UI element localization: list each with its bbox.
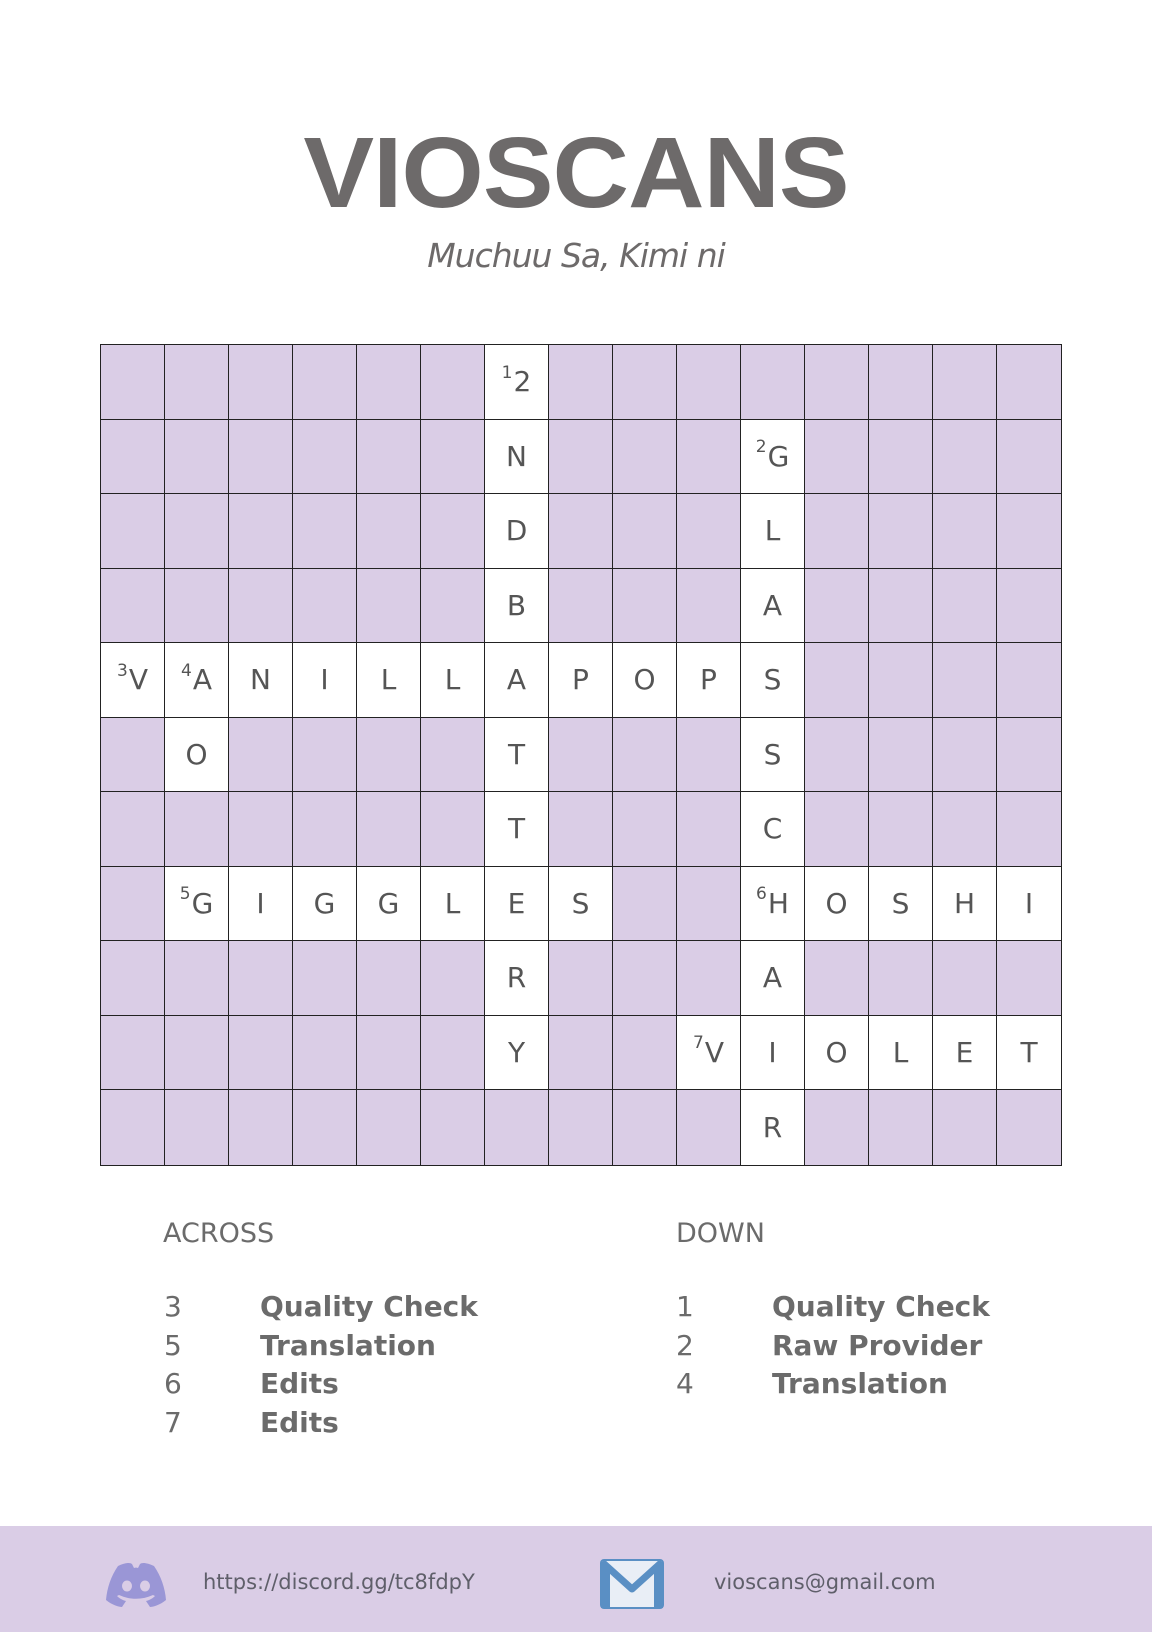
letter-cell	[741, 643, 805, 718]
clue-number: 5	[164, 1328, 182, 1362]
cell-letter: O	[825, 886, 848, 920]
cell-letter: S	[571, 886, 590, 920]
blocked-cell	[421, 569, 485, 644]
blocked-cell	[421, 1090, 485, 1165]
letter-cell	[485, 867, 549, 942]
blocked-cell	[165, 1016, 229, 1091]
cell-letter: P	[700, 663, 717, 697]
letter-cell	[677, 1016, 741, 1091]
blocked-cell	[805, 494, 869, 569]
blocked-cell	[805, 420, 869, 495]
blocked-cell	[229, 494, 293, 569]
blocked-cell	[293, 941, 357, 1016]
blocked-cell	[933, 1090, 997, 1165]
blocked-cell	[357, 1090, 421, 1165]
blocked-cell	[933, 792, 997, 867]
cell-letter: L	[380, 663, 397, 697]
blocked-cell	[997, 792, 1061, 867]
clue-number: 2	[676, 1328, 694, 1362]
cell-letter: T	[507, 812, 526, 846]
blocked-cell	[869, 941, 933, 1016]
cell-letter: B	[506, 588, 527, 622]
cell-letter: L	[764, 514, 781, 548]
letter-cell	[485, 643, 549, 718]
letter-cell	[741, 1016, 805, 1091]
blocked-cell	[549, 345, 613, 420]
clue-text: Quality Check	[772, 1290, 990, 1323]
blocked-cell	[677, 1090, 741, 1165]
letter-cell	[229, 643, 293, 718]
letter-cell	[485, 718, 549, 793]
letter-cell	[165, 643, 229, 718]
clue-number: 3	[164, 1290, 182, 1323]
blocked-cell	[805, 1090, 869, 1165]
discord-icon[interactable]	[104, 1562, 168, 1613]
letter-cell	[933, 867, 997, 942]
cell-letter: T	[507, 737, 526, 771]
blocked-cell	[997, 643, 1061, 718]
page-subtitle: Muchuu Sa, Kimi ni	[427, 236, 725, 275]
cell-letter: G	[313, 886, 336, 920]
clue-number: 7	[164, 1405, 182, 1439]
blocked-cell	[293, 569, 357, 644]
letter-cell	[741, 867, 805, 942]
blocked-cell	[805, 345, 869, 420]
blocked-cell	[805, 569, 869, 644]
clue-number-marker: 4	[181, 660, 192, 681]
cell-letter: T	[1020, 1035, 1038, 1069]
blocked-cell	[357, 718, 421, 793]
blocked-cell	[293, 420, 357, 495]
cell-letter: V	[704, 1035, 724, 1069]
letter-cell	[421, 643, 485, 718]
letter-cell	[485, 1016, 549, 1091]
clue-number-marker: 3	[117, 660, 128, 681]
blocked-cell	[229, 941, 293, 1016]
letter-cell	[741, 494, 805, 569]
blocked-cell	[421, 1016, 485, 1091]
cell-letter: R	[506, 961, 527, 995]
blocked-cell	[613, 1090, 677, 1165]
blocked-cell	[101, 1090, 165, 1165]
letter-cell	[741, 1090, 805, 1165]
blocked-cell	[933, 718, 997, 793]
cell-letter: H	[953, 886, 976, 920]
blocked-cell	[549, 792, 613, 867]
blocked-cell	[997, 494, 1061, 569]
clue-text: Quality Check	[260, 1290, 478, 1323]
blocked-cell	[805, 941, 869, 1016]
blocked-cell	[805, 718, 869, 793]
clue-number: 6	[164, 1367, 182, 1400]
letter-cell	[741, 569, 805, 644]
letter-cell	[357, 867, 421, 942]
down-heading: DOWN	[676, 1218, 765, 1249]
cell-letter: V	[128, 663, 148, 697]
cell-letter: H	[767, 886, 789, 920]
blocked-cell	[805, 792, 869, 867]
blocked-cell	[357, 420, 421, 495]
blocked-cell	[293, 494, 357, 569]
cell-letter: N	[250, 663, 271, 697]
blocked-cell	[933, 420, 997, 495]
page-title: VIOSCANS	[303, 117, 849, 229]
blocked-cell	[101, 718, 165, 793]
clue-number-marker: 5	[179, 884, 191, 905]
letter-cell	[485, 494, 549, 569]
blocked-cell	[869, 494, 933, 569]
blocked-cell	[229, 1016, 293, 1091]
clue-text: Edits	[260, 1367, 339, 1400]
blocked-cell	[229, 1090, 293, 1165]
letter-cell	[485, 345, 549, 420]
blocked-cell	[741, 345, 805, 420]
discord-link[interactable]: https://discord.gg/tc8fdpY	[203, 1570, 475, 1594]
letter-cell	[869, 1016, 933, 1091]
letter-cell	[933, 1016, 997, 1091]
blocked-cell	[101, 792, 165, 867]
blocked-cell	[229, 420, 293, 495]
cell-letter: A	[506, 663, 527, 697]
clue-text: Translation	[260, 1328, 436, 1362]
blocked-cell	[293, 792, 357, 867]
letter-cell	[805, 1016, 869, 1091]
blocked-cell	[165, 420, 229, 495]
letter-cell	[293, 643, 357, 718]
blocked-cell	[101, 941, 165, 1016]
blocked-cell	[677, 569, 741, 644]
blocked-cell	[165, 941, 229, 1016]
blocked-cell	[549, 569, 613, 644]
letter-cell	[165, 718, 229, 793]
blocked-cell	[549, 941, 613, 1016]
blocked-cell	[293, 718, 357, 793]
blocked-cell	[101, 569, 165, 644]
blocked-cell	[613, 718, 677, 793]
letter-cell	[229, 867, 293, 942]
blocked-cell	[165, 494, 229, 569]
blocked-cell	[933, 643, 997, 718]
blocked-cell	[101, 867, 165, 942]
letter-cell	[485, 941, 549, 1016]
letter-cell	[485, 420, 549, 495]
cell-letter: O	[825, 1035, 848, 1069]
cell-letter: 2	[513, 365, 532, 399]
letter-cell	[549, 643, 613, 718]
letter-cell	[741, 941, 805, 1016]
clue-number-marker: 1	[501, 362, 513, 383]
blocked-cell	[677, 345, 741, 420]
blocked-cell	[293, 1016, 357, 1091]
clue-number-marker: 7	[693, 1033, 704, 1054]
letter-cell	[293, 867, 357, 942]
blocked-cell	[997, 420, 1061, 495]
blocked-cell	[869, 643, 933, 718]
blocked-cell	[997, 718, 1061, 793]
blocked-cell	[677, 718, 741, 793]
cell-letter: E	[507, 886, 526, 920]
blocked-cell	[613, 569, 677, 644]
blocked-cell	[101, 345, 165, 420]
blocked-cell	[101, 494, 165, 569]
cell-letter: L	[892, 1035, 909, 1069]
letter-cell	[741, 420, 805, 495]
cell-letter: S	[763, 663, 782, 697]
blocked-cell	[677, 792, 741, 867]
letter-cell	[549, 867, 613, 942]
blocked-cell	[613, 494, 677, 569]
blocked-cell	[613, 420, 677, 495]
envelope-icon[interactable]	[600, 1559, 664, 1614]
cell-letter: S	[763, 737, 782, 771]
blocked-cell	[869, 420, 933, 495]
blocked-cell	[869, 569, 933, 644]
cell-letter: A	[192, 663, 212, 697]
blocked-cell	[485, 1090, 549, 1165]
cell-letter: A	[762, 961, 783, 995]
cell-letter: R	[762, 1110, 783, 1144]
blocked-cell	[997, 345, 1061, 420]
blocked-cell	[101, 420, 165, 495]
blocked-cell	[421, 494, 485, 569]
clue-text: Translation	[772, 1367, 948, 1400]
letter-cell	[997, 1016, 1061, 1091]
blocked-cell	[997, 941, 1061, 1016]
blocked-cell	[613, 867, 677, 942]
cell-letter: D	[505, 514, 528, 548]
blocked-cell	[229, 345, 293, 420]
blocked-cell	[869, 1090, 933, 1165]
blocked-cell	[677, 494, 741, 569]
cell-letter: G	[377, 886, 400, 920]
cell-letter: S	[891, 886, 910, 920]
letter-cell	[165, 867, 229, 942]
blocked-cell	[357, 569, 421, 644]
clue-text: Raw Provider	[772, 1328, 983, 1362]
blocked-cell	[933, 569, 997, 644]
blocked-cell	[613, 941, 677, 1016]
blocked-cell	[357, 941, 421, 1016]
cell-letter: C	[762, 812, 783, 846]
blocked-cell	[549, 1016, 613, 1091]
blocked-cell	[549, 718, 613, 793]
crossword-grid	[100, 344, 1062, 1166]
blocked-cell	[357, 345, 421, 420]
blocked-cell	[677, 420, 741, 495]
blocked-cell	[357, 494, 421, 569]
cell-letter: E	[955, 1035, 974, 1069]
blocked-cell	[421, 792, 485, 867]
blocked-cell	[549, 494, 613, 569]
email-address[interactable]: vioscans@gmail.com	[714, 1570, 936, 1594]
letter-cell	[805, 867, 869, 942]
letter-cell	[101, 643, 165, 718]
letter-cell	[997, 867, 1061, 942]
cell-letter: A	[762, 588, 783, 622]
blocked-cell	[229, 569, 293, 644]
blocked-cell	[613, 1016, 677, 1091]
blocked-cell	[165, 1090, 229, 1165]
blocked-cell	[869, 345, 933, 420]
blocked-cell	[421, 345, 485, 420]
cell-letter: N	[506, 439, 527, 473]
blocked-cell	[805, 643, 869, 718]
blocked-cell	[165, 792, 229, 867]
letter-cell	[869, 867, 933, 942]
blocked-cell	[613, 792, 677, 867]
cell-letter: I	[768, 1035, 777, 1069]
blocked-cell	[869, 718, 933, 793]
cell-letter: Y	[507, 1035, 526, 1069]
blocked-cell	[421, 420, 485, 495]
letter-cell	[741, 792, 805, 867]
letter-cell	[357, 643, 421, 718]
across-heading: ACROSS	[163, 1218, 275, 1249]
blocked-cell	[869, 792, 933, 867]
letter-cell	[485, 792, 549, 867]
blocked-cell	[229, 792, 293, 867]
blocked-cell	[293, 345, 357, 420]
cell-letter: I	[320, 663, 329, 697]
blocked-cell	[549, 1090, 613, 1165]
blocked-cell	[677, 941, 741, 1016]
cell-letter: I	[256, 886, 265, 920]
clue-number-marker: 6	[756, 884, 767, 905]
letter-cell	[741, 718, 805, 793]
clue-number: 4	[676, 1367, 694, 1400]
cell-letter: I	[1024, 886, 1034, 920]
letter-cell	[485, 569, 549, 644]
cell-letter: L	[444, 663, 461, 697]
blocked-cell	[997, 569, 1061, 644]
blocked-cell	[293, 1090, 357, 1165]
letter-cell	[613, 643, 677, 718]
blocked-cell	[165, 345, 229, 420]
cell-letter: G	[191, 886, 214, 920]
blocked-cell	[101, 1016, 165, 1091]
blocked-cell	[549, 420, 613, 495]
blocked-cell	[997, 1090, 1061, 1165]
blocked-cell	[421, 718, 485, 793]
blocked-cell	[357, 1016, 421, 1091]
blocked-cell	[933, 941, 997, 1016]
letter-cell	[421, 867, 485, 942]
clue-number-marker: 2	[755, 437, 767, 458]
blocked-cell	[677, 867, 741, 942]
clue-number: 1	[676, 1290, 694, 1323]
blocked-cell	[933, 494, 997, 569]
clue-text: Edits	[260, 1405, 339, 1439]
blocked-cell	[421, 941, 485, 1016]
blocked-cell	[357, 792, 421, 867]
footer-bar	[0, 1526, 1152, 1632]
blocked-cell	[933, 345, 997, 420]
letter-cell	[677, 643, 741, 718]
blocked-cell	[613, 345, 677, 420]
blocked-cell	[165, 569, 229, 644]
cell-letter: G	[767, 439, 790, 473]
cell-letter: P	[572, 663, 589, 697]
cell-letter: O	[185, 737, 208, 771]
cell-letter: L	[444, 886, 461, 920]
blocked-cell	[229, 718, 293, 793]
cell-letter: O	[633, 663, 656, 697]
